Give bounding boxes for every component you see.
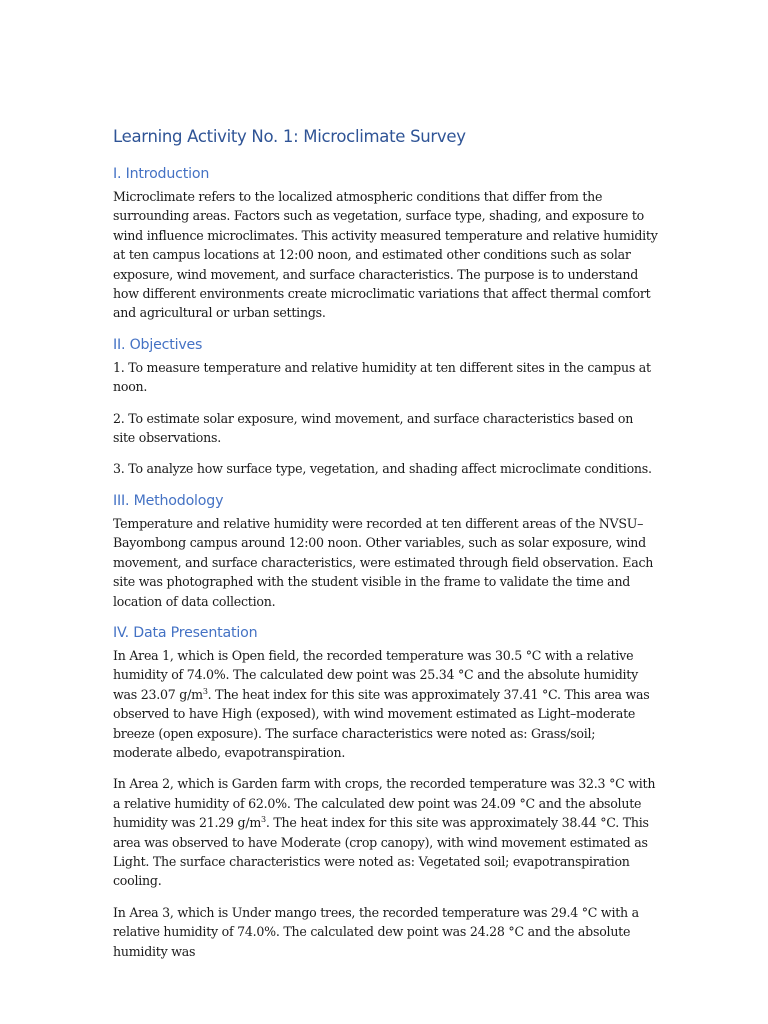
area-2-text-b: . The heat index for this site was approximately 38.44 °C. This area was observed to have Moderate (crop canopy), with wind movement estimated as Light. The surface characteristics were noted as: Vegetated soil; evapotranspiration cooling. xyxy=(113,815,649,889)
area-1-text-a: In Area 1, which is Open field, the recorded temperature was 30.5 °C with a relative humidity of 74.0%. The calculated dew point was 25.34 °C and the absolute humidity was 23.07 g/m xyxy=(113,647,638,702)
area-3-paragraph xyxy=(113,903,658,961)
document-page xyxy=(113,120,658,973)
area-3-text-a: In Area 3, which is Under mango trees, the recorded temperature was 29.4 °C with a relative humidity of 74.0%. The calculated dew point was 24.28 °C and the absolute humidity was xyxy=(113,904,639,959)
document-title: Learning Activity No. 1: Microclimate Survey xyxy=(113,127,466,146)
area-2-text-a: In Area 2, which is Garden farm with crops, the recorded temperature was 32.3 °C with a relative humidity of 62.0%. The calculated dew point was 24.09 °C and the absolute humidity was 21.29 g/m xyxy=(113,776,656,831)
methodology-section xyxy=(113,491,658,611)
area-1-text-b: . The heat index for this site was approximately 37.41 °C. This area was observed to have High (exposed), with wind movement estimated as Light–moderate breeze (open exposure). The surface characteristics were noted as: Grass/soil; moderate albedo, evapotranspiration. xyxy=(113,686,650,760)
methodology-paragraph: Temperature and relative humidity were recorded at ten different areas of the NVSU–Bayombong campus around 12:00 noon. Other variables, such as solar exposure, wind movement, and surface characteristics, were estimated through field observation. Each site was photographed with the student visible in the frame to validate the time and location of data collection. xyxy=(113,515,654,609)
data-presentation-heading: IV. Data Presentation xyxy=(113,624,258,641)
area-1-paragraph xyxy=(113,646,658,762)
objectives-section xyxy=(113,335,658,479)
objectives-heading: II. Objectives xyxy=(113,336,203,353)
introduction-section xyxy=(113,164,658,323)
methodology-heading: III. Methodology xyxy=(113,492,224,509)
introduction-paragraph: Microclimate refers to the localized atmospheric conditions that differ from the surrounding areas. Factors such as vegetation, surface type, shading, and exposure to wind influence microclimates. This activity measured temperature and relative humidity at ten campus locations at 12:00 noon, and estimated other conditions such as solar exposure, wind movement, and surface characteristics. The purpose is to understand how different environments create microclimatic variations that affect thermal comfort and agricultural or urban settings. xyxy=(113,189,658,321)
objective-item-3: 3. To analyze how surface type, vegetation, and shading affect microclimate conditions. xyxy=(113,461,652,477)
objective-item-1: 1. To measure temperature and relative humidity at ten different sites in the campus at noon. xyxy=(113,359,651,395)
area-2-superscript: 3 xyxy=(261,814,266,824)
area-2-paragraph xyxy=(113,774,658,890)
data-presentation-section xyxy=(113,623,658,961)
objective-item-2: 2. To estimate solar exposure, wind movement, and surface characteristics based on site observations. xyxy=(113,410,634,446)
area-1-superscript: 3 xyxy=(202,686,208,696)
introduction-heading: I. Introduction xyxy=(113,166,210,182)
